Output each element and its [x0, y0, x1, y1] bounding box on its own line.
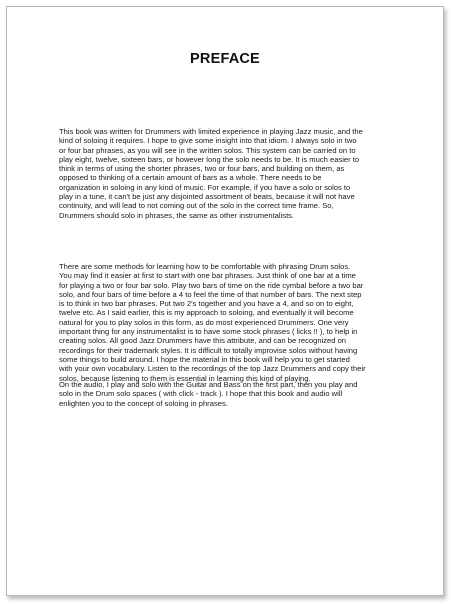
page-title: PREFACE	[190, 51, 260, 67]
document-page	[6, 6, 444, 596]
paragraph-audio: On the audio, I play and solo with the Guitar and Bass on the first part, then you play and solo in the Drum solo spaces ( with click - track ). I hope that this book and audio will enlighten you to the concept of soloing in phrases.	[59, 380, 358, 408]
paragraph-intro: This book was written for Drummers with limited experience in playing Jazz music, and the kind of soloing it requires. I hope to give some insight into that idiom. I always solo in two or four bar phrases, as you will see in the written solos. This system can be carried on to play eight, twelve, sixteen bars, or however long the solo needs to be. It is much easier to think in terms of using the shorter phrases, two or four bars, and building on them, as opposed to thinking of a certain amount of bars as a whole. There needs to be organization in soloing in any kind of music. For example, if you have a solo or solos to play in a tune, it can't be just any disjointed assortment of beats, because it will not have continuity, and will lead to not coming out of the solo in the correct time frame. So, Drummers should solo in phrases, the same as other instrumentalists.	[59, 127, 363, 220]
paragraph-methods: There are some methods for learning how to be comfortable with phrasing Drum solos. You may find it easier at first to start with one bar phrases. Just think of one bar at a time for playing a two or four bar solo. Play two bars of time on the ride cymbal before a two bar solo, and four bars of time before a 4 to feel the time of that number of bars. The next step is to think in two bar phrases. Put two 2's together and you have a 4, and so on to eight, twelve etc. As I said earlier, this is my approach to soloing, and eventually it will become natural for you to play solos in this form, as do most experienced Drummers. One very important thing for any instrumentalist is to have some stock phrases ( licks !! ), to help in creating solos. All good Jazz Drummers have this attribute, and can be recognized on recordings for their trademark styles. It is difficult to totally improvise solos without having some things to build around. I hope the material in this book will help you to get started with your own vocabulary. Listen to the recordings of the top Jazz Drummers and copy their solos, because listening to them is essential in learning this kind of playing.	[59, 262, 366, 383]
